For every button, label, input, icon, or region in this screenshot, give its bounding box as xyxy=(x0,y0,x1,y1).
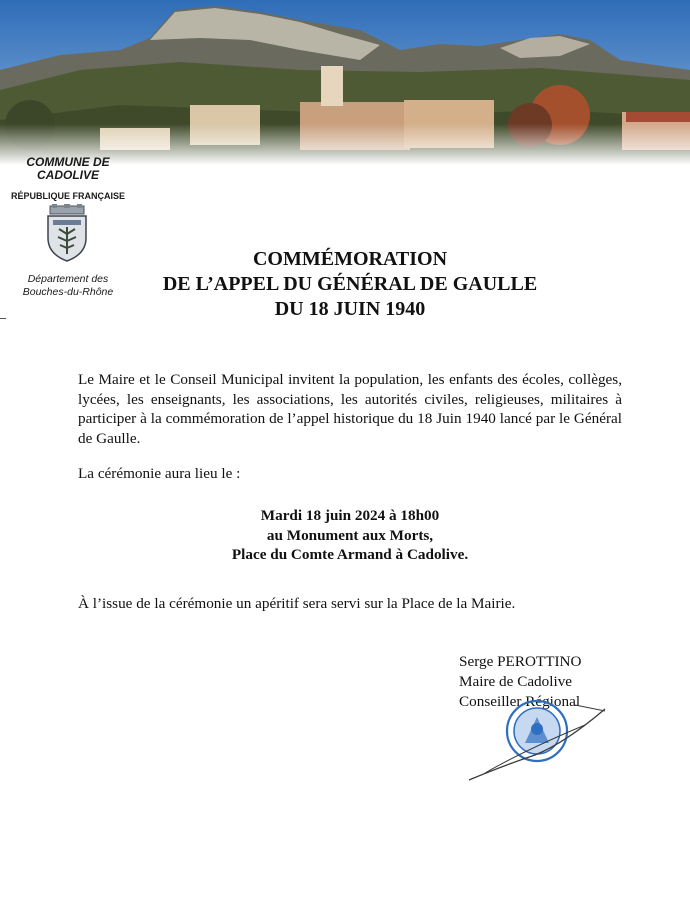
title-line3: DU 18 JUIN 1940 xyxy=(274,298,426,320)
departement-line2: Bouches-du-Rhône xyxy=(22,286,114,298)
mayor-stamp-and-signature xyxy=(465,695,615,785)
margin-mark xyxy=(0,318,6,319)
event-place: au Monument aux Morts, xyxy=(266,526,434,544)
signatory-role-mayor: Maire de Cadolive xyxy=(459,673,573,690)
header-banner-photo xyxy=(0,0,690,165)
republique-francaise: RÉPUBLIQUE FRANÇAISE xyxy=(10,191,125,201)
title-line1: COMMÉMORATION xyxy=(252,248,448,270)
commune-name xyxy=(4,156,132,182)
aperitif-note: À l’issue de la cérémonie un apéritif sera servi sur la Place de la Mairie. xyxy=(78,595,516,612)
coat-of-arms-icon xyxy=(44,204,90,262)
departement-line1: Département des xyxy=(27,273,109,285)
departement xyxy=(4,273,132,299)
ceremony-intro: La cérémonie aura lieu le : xyxy=(78,465,241,482)
event-date: Mardi 18 juin 2024 à 18h00 xyxy=(260,507,440,524)
invitation-paragraph: Le Maire et le Conseil Municipal invitent la population, les enfants des écoles, collèges, lycées, les enseignants, les associations, les autorités civiles, religieuses, militaires à participer à la commémoration de l’appel historique du 18 Juin 1940 lancé par le Général de Gaulle. xyxy=(78,371,622,447)
title-line2: DE L’APPEL DU GÉNÉRAL DE GAULLE xyxy=(162,273,538,295)
event-details xyxy=(150,506,550,565)
commune-line2: CADOLIVE xyxy=(36,168,99,182)
commune-line1: COMMUNE DE xyxy=(26,155,110,169)
page-title xyxy=(130,247,570,322)
event-address: Place du Comte Armand à Cadolive. xyxy=(231,546,469,563)
signatory-name: Serge PEROTTINO xyxy=(459,653,582,670)
signatory-role-councillor: Conseiller Régional xyxy=(459,693,581,710)
